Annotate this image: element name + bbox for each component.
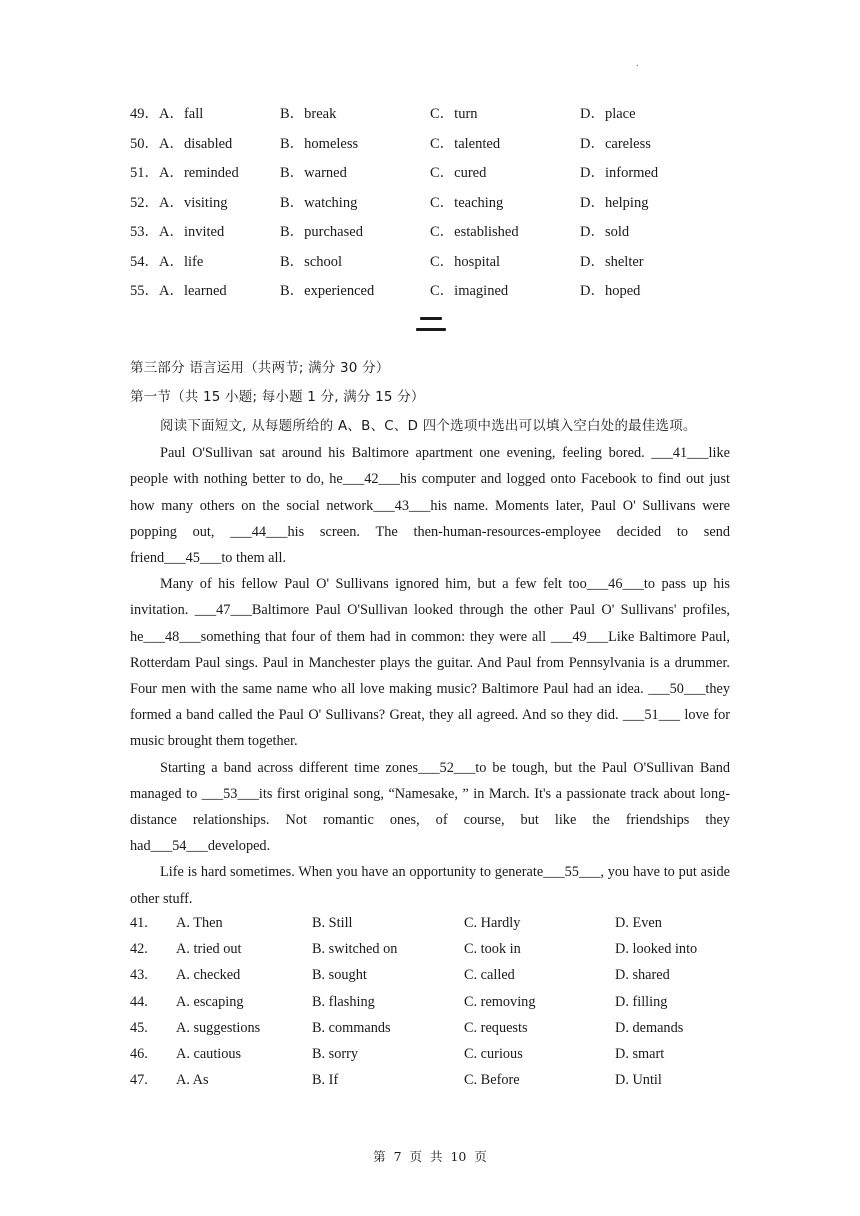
instruction: 阅读下面短文, 从每题所给的 A、B、C、D 四个选项中选出可以填入空白处的最佳选项。 [160,419,697,434]
question-row [130,991,745,1017]
option-a: 50．A．disabled [130,135,233,152]
option-c: C．turn [430,106,478,122]
option-a: 54．A．life [130,253,204,270]
option-d: D．place [580,106,636,122]
option-d: D. filling [615,993,668,1010]
questions-table-41-47 [130,912,745,1095]
option-d: D. Until [615,1072,662,1089]
question-row [130,912,745,938]
option-c: C. Hardly [464,915,521,931]
options-table-49-55 [130,103,730,310]
option-c: C. requests [464,1019,528,1036]
paragraph: Starting a band across different time zones___52___to be tough, but the Paul O'Sullivan Band managed to ___53___its first original song, “Namesake, ” in March. It's a passionate track about long-distance relationships. Not romantic ones, of course, but like the friendships they had___54___developed. [130,759,730,855]
option-c: C．imagined [430,283,509,299]
option-d: D. shared [615,967,670,984]
option-a: A. checked [176,967,241,984]
options-row [130,192,730,222]
option-b: B. If [312,1072,339,1089]
options-row [130,133,730,163]
option-b: B．break [280,106,337,122]
question-number: 42. [130,941,148,958]
question-number: 44. [130,993,148,1010]
paragraph: Life is hard sometimes. When you have an opportunity to generate___55___, you have to put aside other stuff. [130,864,730,907]
option-b: B．warned [280,165,347,181]
question-row [130,1043,745,1069]
option-d: D．informed [580,165,659,181]
options-row [130,280,730,310]
question-number: 43. [130,967,148,984]
option-d: D．sold [580,224,630,240]
option-b: B．purchased [280,224,363,240]
option-a: A. Then [176,915,223,931]
option-b: B．experienced [280,283,375,299]
cloze-passage [130,414,730,912]
question-number: 41. [130,915,148,931]
option-b: B. flashing [312,993,375,1010]
question-row [130,938,745,964]
option-b: B. commands [312,1019,391,1036]
option-d: D．careless [580,135,651,152]
options-row [130,103,730,133]
part-heading: 第三部分 语言运用（共两节; 满分 30 分） [130,360,390,376]
question-row [130,1069,745,1095]
paragraph: Many of his fellow Paul O' Sullivans ignored him, but a few felt too___46___to pass up his invitation. ___47___Baltimore Paul O'Sullivan looked through the other Paul O' Sullivans' profiles, he___48___something that four of them had in common: they were all ___49___Like Baltimore Paul, Rotterdam Paul sings. Paul in Manchester plays the guitar. And Paul from Pennsylvania is a drummer. Four men with the same name who all love making music? Baltimore Paul had an idea. ___50___they formed a band called the Paul O' Sullivans? Great, they all agreed. And so they did. ___51___ love for music brought them together. [130,576,730,750]
option-c: C. Before [464,1072,520,1089]
option-a: 49．A．fall [130,106,204,122]
section-heading: 第一节（共 15 小题; 每小题 1 分, 满分 15 分） [130,389,425,405]
option-c: C. called [464,967,515,984]
option-d: D．hoped [580,283,641,299]
option-b: B. sorry [312,1045,359,1062]
option-c: C．hospital [430,253,501,270]
option-b: B. Still [312,915,353,931]
option-a: 55．A．learned [130,283,227,299]
option-b: B．school [280,253,343,270]
option-c: C. curious [464,1045,523,1062]
option-a: 53．A．invited [130,224,225,240]
option-a: 51．A．reminded [130,165,239,181]
corner-mark: . [636,58,639,69]
option-a: 52．A．visiting [130,194,228,211]
section-mark-er [416,313,446,333]
option-c: C．established [430,224,519,240]
option-d: D．shelter [580,253,644,270]
option-b: B．homeless [280,135,359,152]
question-number: 45. [130,1019,148,1036]
option-c: C．teaching [430,194,504,211]
question-row [130,964,745,990]
options-row [130,251,730,281]
option-a: A. cautious [176,1045,242,1062]
question-row [130,1017,745,1043]
options-row [130,162,730,192]
option-d: D. looked into [615,941,698,958]
option-d: D. smart [615,1045,665,1062]
question-number: 47. [130,1072,148,1089]
option-d: D. demands [615,1019,684,1036]
option-c: C. took in [464,941,521,958]
question-number: 46. [130,1045,148,1062]
option-a: A. tried out [176,941,242,958]
option-b: B. sought [312,967,367,984]
page-footer: 第 7 页 共 10 页 [373,1149,487,1164]
option-d: D．helping [580,194,649,211]
options-row [130,221,730,251]
option-a: A. escaping [176,993,244,1010]
option-a: A. As [176,1072,209,1089]
option-a: A. suggestions [176,1019,261,1036]
option-b: B. switched on [312,941,398,958]
option-b: B．watching [280,194,358,211]
paragraph: Paul O'Sullivan sat around his Baltimore apartment one evening, feeling bored. ___41___like people with nothing better to do, he___42___his computer and logged onto Facebook to find out just how many others on the social network___43___his name. Moments later, Paul O' Sullivans were popping out, ___44___his screen. The then-human-resources-employee decided to send friend___45___to them all. [130,445,730,567]
option-c: C．cured [430,165,487,181]
option-d: D. Even [615,915,662,931]
option-c: C. removing [464,993,536,1010]
option-c: C．talented [430,135,501,152]
